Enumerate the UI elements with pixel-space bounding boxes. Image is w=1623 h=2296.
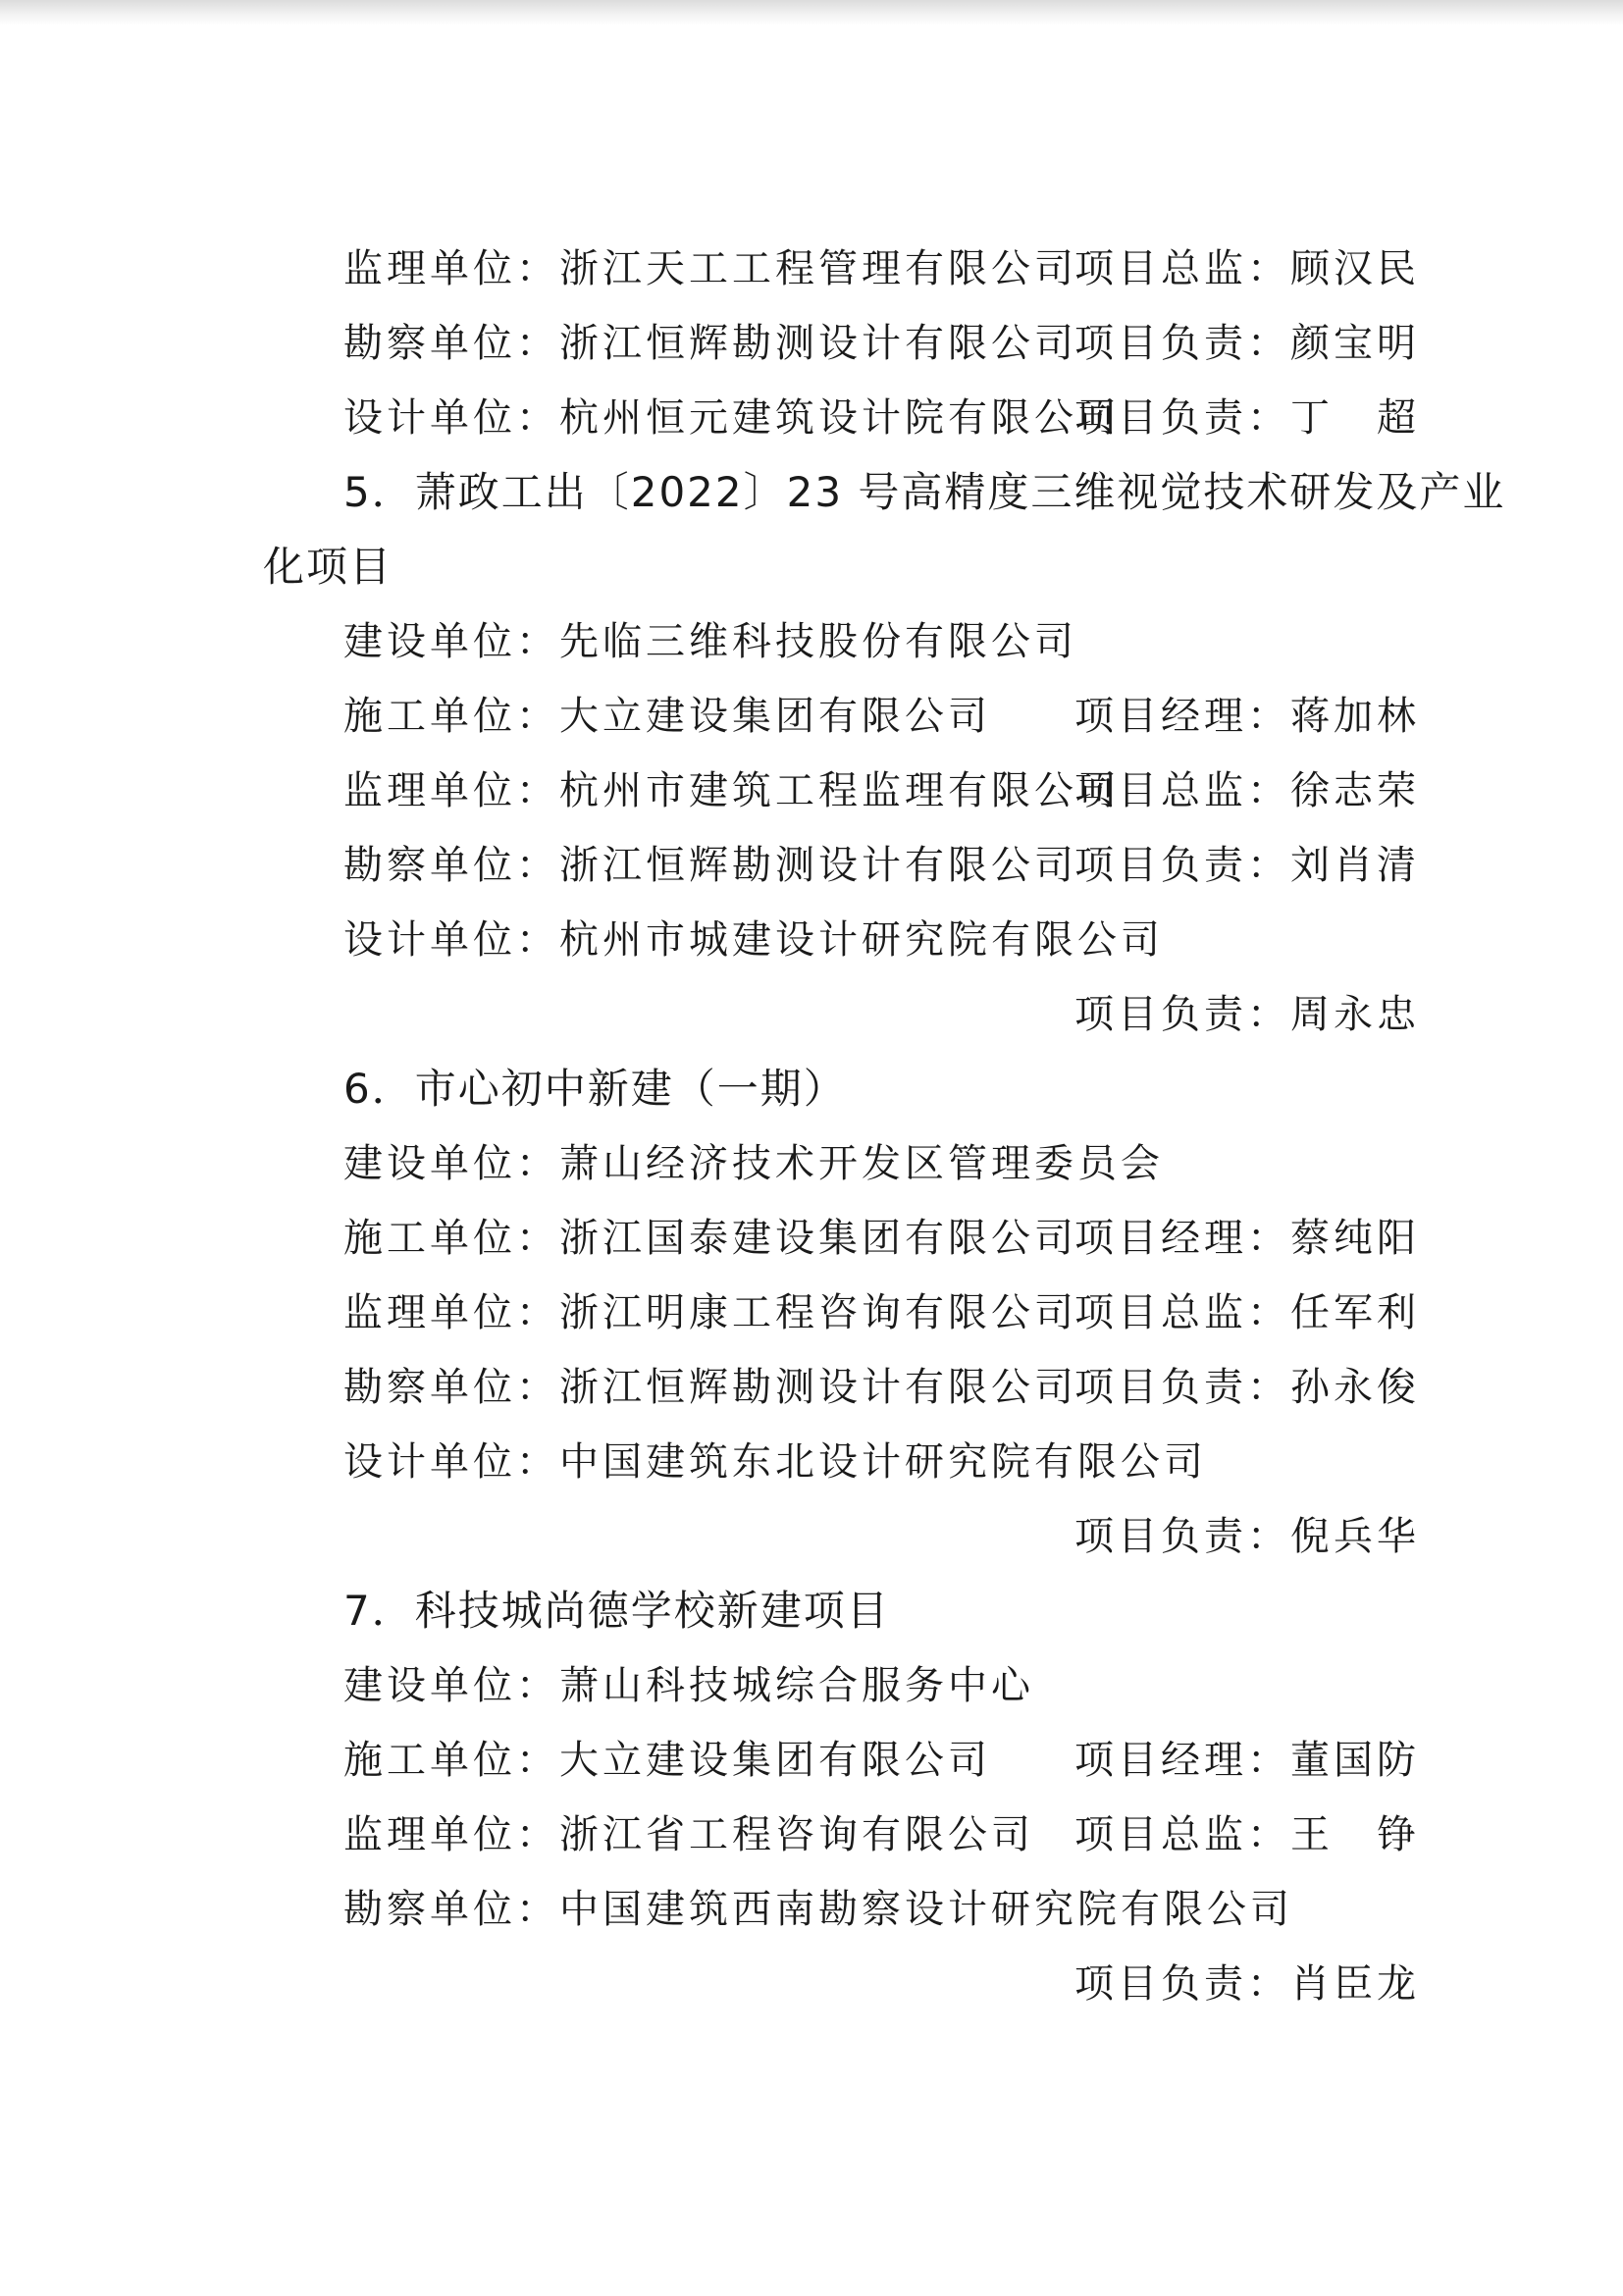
project5-heading-cont: 化项目 — [263, 543, 393, 591]
project7-survey-lead-line — [0, 1947, 1623, 2021]
supervise-unit: 监理单位：浙江天工工程管理有限公司 — [343, 246, 1077, 291]
project5-heading: 5．萧政工出〔2022〕23 号高精度三维视觉技术研发及产业 — [343, 468, 1506, 516]
project7-heading: 7．科技城尚德学校新建项目 — [343, 1587, 890, 1635]
project5-build-line — [0, 604, 1623, 679]
survey-lead: 项目负责：颜宝明 — [1074, 321, 1420, 366]
project5-manager: 项目经理：蒋加林 — [1074, 694, 1420, 739]
project6-design-lead: 项目负责：倪兵华 — [1074, 1514, 1420, 1559]
project5-construct-unit: 施工单位：大立建设集团有限公司 — [343, 694, 991, 739]
project5-design-lead: 项目负责：周永忠 — [1074, 992, 1420, 1037]
project5-survey-unit: 勘察单位：浙江恒辉勘测设计有限公司 — [343, 843, 1077, 888]
project6-design-unit: 设计单位：中国建筑东北设计研究院有限公司 — [343, 1439, 1207, 1485]
project6-construct-unit: 施工单位：浙江国泰建设集团有限公司 — [343, 1216, 1077, 1261]
project6-survey-line — [0, 1350, 1623, 1425]
project5-build-unit: 建设单位：先临三维科技股份有限公司 — [343, 619, 1077, 664]
project6-manager: 项目经理：蔡纯阳 — [1074, 1216, 1420, 1261]
project6-build-unit: 建设单位：萧山经济技术开发区管理委员会 — [343, 1141, 1164, 1186]
survey-unit: 勘察单位：浙江恒辉勘测设计有限公司 — [343, 321, 1077, 366]
project7-survey-lead: 项目负责：肖臣龙 — [1074, 1961, 1420, 2007]
project5-survey-line — [0, 828, 1623, 903]
project6-build-line — [0, 1126, 1623, 1201]
supervise-chief: 项目总监：顾汉民 — [1074, 246, 1420, 291]
project6-design-lead-line — [0, 1499, 1623, 1574]
design-lead: 项目负责：丁 超 — [1074, 395, 1420, 441]
project6-construct-line — [0, 1201, 1623, 1276]
project7-survey-unit: 勘察单位：中国建筑西南勘察设计研究院有限公司 — [343, 1887, 1293, 1932]
project5-design-line — [0, 903, 1623, 977]
project6-design-line — [0, 1425, 1623, 1499]
design-unit: 设计单位：杭州恒元建筑设计院有限公司 — [343, 395, 1121, 441]
project7-construct-unit: 施工单位：大立建设集团有限公司 — [343, 1738, 991, 1783]
project6-survey-lead: 项目负责：孙永俊 — [1074, 1365, 1420, 1410]
project6-survey-unit: 勘察单位：浙江恒辉勘测设计有限公司 — [343, 1365, 1077, 1410]
project7-manager: 项目经理：董国防 — [1074, 1738, 1420, 1783]
project6-supervise-line — [0, 1276, 1623, 1350]
project6-heading: 6．市心初中新建（一期） — [343, 1065, 847, 1113]
project5-design-unit: 设计单位：杭州市城建设计研究院有限公司 — [343, 917, 1164, 963]
project7-construct-line — [0, 1723, 1623, 1798]
design-line — [0, 381, 1623, 455]
project5-survey-lead: 项目负责：刘肖清 — [1074, 843, 1420, 888]
project6-chief: 项目总监：任军利 — [1074, 1290, 1420, 1335]
project7-supervise-unit: 监理单位：浙江省工程咨询有限公司 — [343, 1812, 1034, 1857]
project7-survey-line — [0, 1872, 1623, 1947]
project5-supervise-line — [0, 754, 1623, 828]
supervise-line — [0, 232, 1623, 306]
survey-line — [0, 306, 1623, 381]
project6-supervise-unit: 监理单位：浙江明康工程咨询有限公司 — [343, 1290, 1077, 1335]
project7-supervise-line — [0, 1798, 1623, 1872]
project5-supervise-unit: 监理单位：杭州市建筑工程监理有限公司 — [343, 768, 1121, 813]
project5-construct-line — [0, 679, 1623, 754]
project7-chief: 项目总监：王 铮 — [1074, 1812, 1420, 1857]
project5-chief: 项目总监：徐志荣 — [1074, 768, 1420, 813]
project7-build-line — [0, 1648, 1623, 1723]
project5-design-lead-line — [0, 977, 1623, 1052]
project7-build-unit: 建设单位：萧山科技城综合服务中心 — [343, 1663, 1034, 1708]
